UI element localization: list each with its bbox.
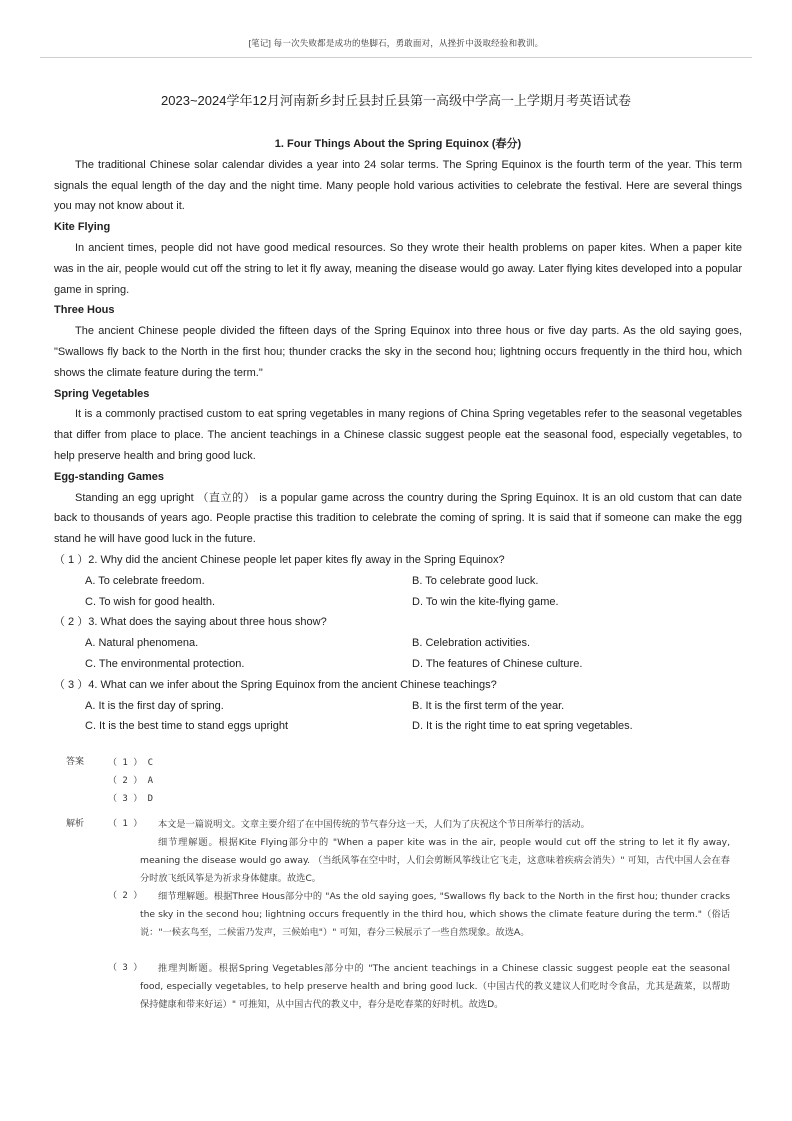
answer-label: 答案 [66,757,85,767]
option-c: C. It is the best time to stand eggs upright [85,720,288,733]
analysis-number: （ 2 ） [108,891,143,901]
analysis-item [108,888,730,942]
document-title: 2023~2024学年12月河南新乡封丘县封丘县第一高级中学高一上学期月考英语试卷 [161,93,631,108]
section-heading: Egg-standing Games [54,470,165,483]
analysis-line: 细节理解题。根据Kite Flying部分中的 "When a paper kite was in the air, people would cut off the string to let it fly away, meaning the disease would go away. （当纸风筝在空中时，人们会剪断风筝线让它飞走，这意味着疾病会消失）" 可知，古代中国人会在春分时放飞纸风筝是为祈求身体健康。故选C。 [140,837,730,884]
option-d: D. To win the kite-flying game. [412,595,559,608]
option-grid [54,696,742,738]
section-paragraph: In ancient times, people did not have good medical resources. So they wrote their health problems on paper kites. When a paper kite was in the air, people would cut off the string to let it fly away, meaning the disease would go away. Later flying kites developed into a popular game in spring. [54,241,742,296]
option-grid [54,571,742,613]
intro-paragraph: The traditional Chinese solar calendar divides a year into 24 solar terms. The Spring Equinox is the fourth term of the year. This term signals the equal length of the day and the night time. Many people hold various activities to celebrate the festival. Here are several things you may not know about it. [54,158,742,213]
subquestion-stem: （ 2 ）3. What does the saying about three hous show? [54,616,327,629]
analysis-item [108,960,730,1014]
analysis-number: （ 3 ） [108,963,143,973]
option-a: A. Natural phenomena. [85,637,199,650]
analysis-line: 细节理解题。根据Three Hous部分中的 "As the old saying goes, "Swallows fly back to the North in the first hou; thunder cracks the sky in the second hou; lightning occurs frequently in the third hou, which shows the climate feature during the term."（俗话说："一候玄鸟至，二候雷乃发声，三候始电"）" 可知，春分三候展示了一些自然现象。故选A。 [140,891,730,938]
option-grid [54,633,742,675]
header-note: [笔记] 每一次失败都是成功的垫脚石，勇敢面对，从挫折中汲取经验和教训。 [248,38,544,48]
analysis-label: 解析 [66,819,85,829]
option-b: B. It is the first term of the year. [412,699,565,712]
section-paragraph: The ancient Chinese people divided the fifteen days of the Spring Equinox into three hous or five day parts. As the old saying goes, "Swallows fly back to the North in the first hou; thunder cracks the sky in the second hou; lightning occurs frequently in the third hou, which shows the climate feature during the term." [54,325,742,379]
option-d: D. The features of Chinese culture. [412,657,583,670]
answer-list [108,754,153,808]
analysis-number: （ 1 ） [108,819,143,829]
option-b: B. Celebration activities. [412,637,530,650]
section-heading: Spring Vegetables [54,387,150,400]
analysis-line: 推理判断题。根据Spring Vegetables部分中的 "The ancient teachings in a Chinese classic suggest people eat the seasonal food, especially vegetables, to help preserve health and bring good luck.（中国古代的教义建议人们吃时令食品，尤其是蔬菜，以帮助保持健康和带来好运）" 可推知，从中国古代的教义中，春分是吃春菜的好时机。故选D。 [140,963,730,1010]
option-a: A. It is the first day of spring. [85,699,224,712]
answer-item: （ 1 ） C [108,758,154,768]
option-c: C. To wish for good health. [85,595,216,608]
section-paragraph: It is a commonly practised custom to eat spring vegetables in many regions of China Spring vegetables refer to the seasonal vegetables that differ from place to place. The ancient teachings in a Chinese classic suggest people eat the seasonal food, especially vegetables, to help preserve health and bring good luck. [54,408,742,462]
option-d: D. It is the right time to eat spring vegetables. [412,720,633,733]
question-body [54,134,742,737]
section-heading: Kite Flying [54,221,111,234]
section-paragraph: Standing an egg upright （直立的） is a popular game across the country during the Spring Equinox. It is an old custom that can date back to thousands of years ago. People practise this tradition to celebrate the coming of spring. It is said that if someone can make the egg stand he will have good luck in the future. [54,491,742,546]
header-divider [40,57,752,58]
option-b: B. To celebrate good luck. [412,574,539,587]
subquestion-stem: （ 1 ）2. Why did the ancient Chinese people let paper kites fly away in the Spring Equinox? [54,553,505,566]
analysis-item [108,816,730,888]
question-title: 1. Four Things About the Spring Equinox (春分) [274,138,522,150]
analysis-line: 本文是一篇说明文。文章主要介绍了在中国传统的节气春分这一天，人们为了庆祝这个节日所举行的活动。 [158,819,590,830]
option-c: C. The environmental protection. [85,657,245,670]
answer-item: （ 3 ） D [108,794,154,804]
answer-item: （ 2 ） A [108,776,154,786]
option-a: A. To celebrate freedom. [85,574,205,587]
subquestion-stem: （ 3 ）4. What can we infer about the Spring Equinox from the ancient Chinese teachings? [54,678,497,691]
section-heading: Three Hous [54,304,115,317]
